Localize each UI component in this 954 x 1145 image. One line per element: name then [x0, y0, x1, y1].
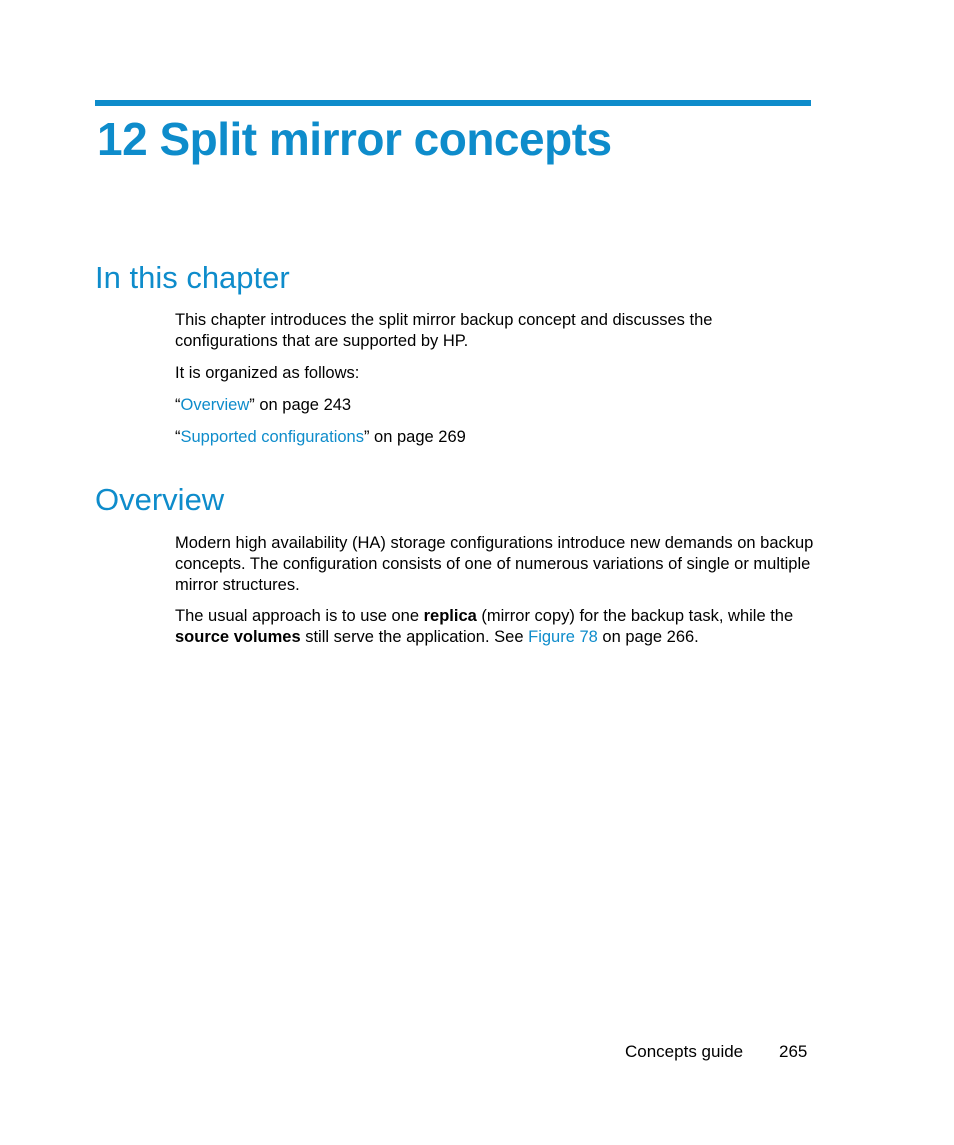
overview-paragraph-2 [175, 606, 815, 648]
term-source-volumes: source volumes [175, 628, 301, 646]
chapter-rule [95, 100, 811, 106]
overview-paragraph-1: Modern high availability (HA) storage configurations introduce new demands on backup concepts. The configuration consists of one of numerous variations of single or multiple mirror structures. [175, 534, 814, 594]
chapter-title: 12 Split mirror concepts [97, 113, 612, 165]
section-heading-overview: Overview [95, 482, 225, 517]
xref-open-quote: “ [175, 428, 181, 446]
para-text: still serve the application. See [300, 628, 529, 646]
chapter-intro-paragraph: This chapter introduces the split mirror backup concept and discusses the configurations that are supported by HP. [175, 311, 713, 350]
para-text: (mirror copy) for the backup task, while the [476, 607, 794, 625]
link-figure-78[interactable]: Figure 78 [528, 628, 598, 646]
section-heading-in-this-chapter: In this chapter [95, 260, 290, 295]
link-overview[interactable]: Overview [180, 396, 250, 414]
xref-supported-configurations [175, 427, 815, 448]
link-supported-configurations[interactable]: Supported configurations [180, 428, 364, 446]
footer-page-number: 265 [779, 1042, 808, 1061]
xref-open-quote: “ [175, 396, 181, 414]
para-text: The usual approach is to use one [175, 607, 424, 625]
organized-paragraph: It is organized as follows: [175, 364, 360, 382]
xref-page-ref: ” on page 269 [363, 428, 466, 446]
term-replica: replica [423, 607, 477, 625]
xref-page-ref: ” on page 243 [249, 396, 352, 414]
xref-overview [175, 395, 815, 416]
para-text: on page 266. [597, 628, 699, 646]
footer-guide-title: Concepts guide [625, 1042, 744, 1061]
